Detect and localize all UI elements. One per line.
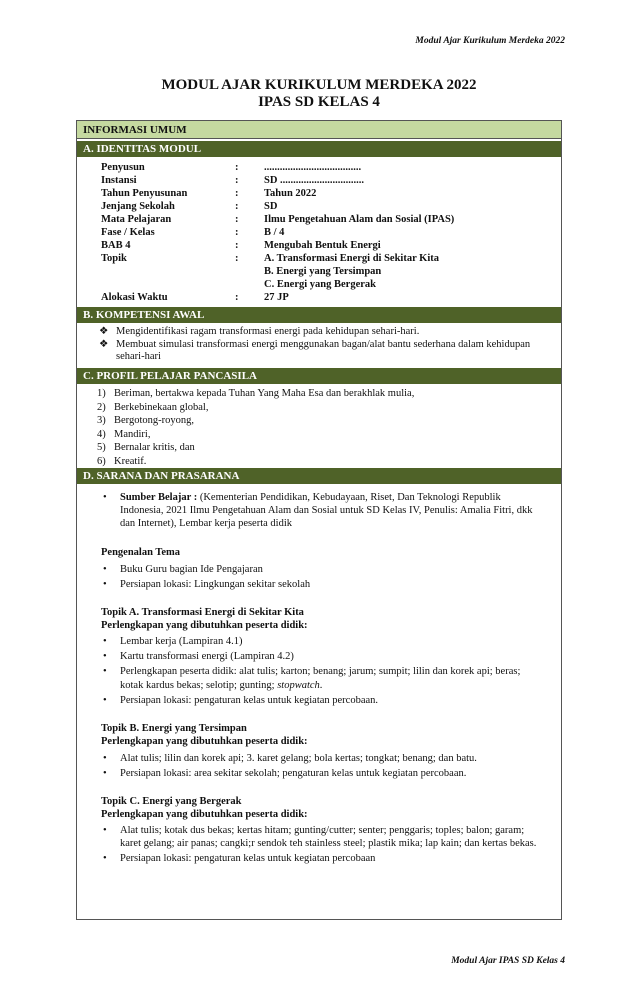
sumber-belajar-text: (Kementerian Pendidikan, Kebudayaan, Riset, Dan Teknologi Republik Indonesia, 2021 Ilmu Pengetahuan Alam dan Sosial untuk SD Kelas IV, Penulis: Amalia Fitri, dkk dan Internet), Lembar kerja peserta didik <box>120 492 533 529</box>
identitas-sep: : <box>235 201 239 212</box>
bullet-icon: • <box>103 753 107 764</box>
identitas-label: Jenjang Sekolah <box>101 201 175 212</box>
topik-c-title: Topik C. Energi yang Bergerak <box>101 796 242 807</box>
list-item <box>103 751 543 766</box>
topik-c-list <box>103 824 543 866</box>
list-item <box>99 326 544 339</box>
section-kompetensi-awal: B. KOMPETENSI AWAL <box>77 307 561 323</box>
identitas-label: Topik <box>101 253 127 264</box>
bullet-icon: • <box>103 579 107 590</box>
list-number: 3) <box>97 415 106 426</box>
document-title: MODUL AJAR KURIKULUM MERDEKA 2022 <box>161 77 477 93</box>
list-item-text: Perlengkapan peserta didik: alat tulis; karton; benang; jarum; sumpit; lilin dan korek api; beras; kotak kardus bekas; selotip; gunting; <box>120 666 521 691</box>
list-item <box>103 635 543 648</box>
page-footer: Modul Ajar IPAS SD Kelas 4 <box>451 956 565 966</box>
identitas-label: BAB 4 <box>101 240 131 251</box>
bullet-icon: • <box>103 651 107 663</box>
topik-b-subtitle: Perlengkapan yang dibutuhkan peserta didik: <box>101 736 308 747</box>
identitas-value: A. Transformasi Energi di Sekitar Kita <box>264 253 440 264</box>
diamond-bullet-icon: ❖ <box>99 338 109 350</box>
list-item <box>103 766 543 781</box>
identitas-sep: : <box>235 240 239 251</box>
info-umum-table <box>76 120 562 920</box>
list-item-text: Persiapan lokasi: Lingkungan sekitar sekolah <box>120 579 311 590</box>
list-item <box>97 387 542 401</box>
list-item-end: . <box>319 679 323 691</box>
topik-a-title: Topik A. Transformasi Energi di Sekitar Kita <box>101 607 304 618</box>
list-item-text: Membuat simulasi transformasi energi menggunakan bagan/alat bantu sederhana dalam kehidupan sehari-hari <box>116 338 531 362</box>
bullet-icon: • <box>103 636 107 647</box>
document-subtitle: IPAS SD KELAS 4 <box>258 94 380 110</box>
list-item <box>97 455 542 469</box>
bullet-icon: • <box>103 694 107 706</box>
sumber-belajar-label: Sumber Belajar : <box>120 492 198 503</box>
bullet-icon: • <box>103 825 107 836</box>
list-item <box>97 401 542 415</box>
list-item-text: Kreatif. <box>114 455 147 467</box>
identitas-label: Penyusun <box>101 162 145 173</box>
identitas-value: Ilmu Pengetahuan Alam dan Sosial (IPAS) <box>264 214 455 225</box>
list-item-text: Persiapan lokasi: pengaturan kelas untuk kegiatan percobaan. <box>120 694 379 706</box>
bullet-icon: • <box>103 768 107 779</box>
identitas-value: B. Energi yang Tersimpan <box>264 266 382 277</box>
list-item <box>103 694 543 707</box>
list-item-text: Alat tulis; kotak dus bekas; kertas hitam; gunting/cutter; senter; penggaris; toples; balon; garam; karet gelang; air panas; cangki;r sendok teh stainless steel; plastik mika; lap kain; dan kertas bekas. <box>120 825 537 850</box>
identitas-sep: : <box>235 227 239 238</box>
list-item <box>99 339 544 364</box>
identitas-sep: : <box>235 214 239 225</box>
list-item-text: Bergotong-royong, <box>114 415 195 426</box>
list-item <box>103 577 543 592</box>
topik-a-subtitle: Perlengkapan yang dibutuhkan peserta didik: <box>101 620 308 631</box>
kompetensi-list <box>99 326 544 364</box>
topik-c-subtitle: Perlengkapan yang dibutuhkan peserta didik: <box>101 809 308 820</box>
list-item-text: Mengidentifikasi ragam transformasi energi pada kehidupan sehari-hari. <box>116 326 420 337</box>
section-identitas-modul: A. IDENTITAS MODUL <box>77 141 561 157</box>
list-item <box>103 824 543 850</box>
list-item <box>97 428 542 442</box>
identitas-label: Fase / Kelas <box>101 227 155 238</box>
section-sarana-prasarana: D. SARANA DAN PRASARANA <box>77 468 561 484</box>
identitas-label: Mata Pelajaran <box>101 214 172 225</box>
bullet-icon: • <box>103 492 107 503</box>
bullet-icon: • <box>103 666 107 678</box>
list-item <box>103 852 543 865</box>
identitas-sep: : <box>235 188 239 199</box>
diamond-bullet-icon: ❖ <box>99 326 109 337</box>
list-item <box>97 441 542 455</box>
identitas-value: SD <box>264 201 278 212</box>
list-number: 6) <box>97 455 106 467</box>
list-number: 2) <box>97 401 106 413</box>
list-item-text: Lembar kerja (Lampiran 4.1) <box>120 636 243 647</box>
list-item <box>103 665 543 691</box>
list-item-text: Persiapan lokasi: area sekitar sekolah; pengaturan kelas untuk kegiatan percobaan. <box>120 768 467 779</box>
identitas-label: Alokasi Waktu <box>101 292 168 303</box>
list-number: 4) <box>97 428 106 440</box>
identitas-sep: : <box>235 175 239 186</box>
topik-a-list <box>103 635 543 707</box>
identitas-label: Instansi <box>101 175 137 186</box>
list-item <box>97 414 542 428</box>
bullet-icon: • <box>103 853 107 865</box>
list-item-text: Buku Guru bagian Ide Pengajaran <box>120 564 263 575</box>
identitas-sep: : <box>235 292 239 303</box>
identitas-value: C. Energi yang Bergerak <box>264 279 376 290</box>
identitas-label: Tahun Penyusunan <box>101 188 188 199</box>
identitas-value: 27 JP <box>264 292 289 303</box>
pengenalan-tema-title: Pengenalan Tema <box>101 547 181 558</box>
identitas-value: B / 4 <box>264 227 285 238</box>
list-item-text: Kartu transformasi energi (Lampiran 4.2) <box>120 651 294 663</box>
topik-b-title: Topik B. Energi yang Tersimpan <box>101 723 247 734</box>
identitas-value: ..................................... <box>264 162 362 173</box>
topik-b-list <box>103 751 543 781</box>
list-item-text: Berkebinekaan global, <box>114 401 209 413</box>
stopwatch-text: stopwatch <box>277 679 320 691</box>
section-informasi-umum: INFORMASI UMUM <box>77 121 561 139</box>
identitas-value: SD ................................ <box>264 175 365 186</box>
list-number: 1) <box>97 388 106 399</box>
list-item <box>103 491 543 530</box>
identitas-value: Tahun 2022 <box>264 188 317 199</box>
pengenalan-list <box>103 562 543 592</box>
list-item-text: Persiapan lokasi: pengaturan kelas untuk kegiatan percobaan <box>120 853 376 865</box>
sumber-belajar <box>103 491 543 530</box>
profil-list <box>97 387 542 468</box>
list-item-text: Mandiri, <box>114 428 151 440</box>
identitas-sep: : <box>235 162 239 173</box>
identitas-sep: : <box>235 253 239 264</box>
list-item-text: Alat tulis; lilin dan korek api; 3. karet gelang; bola kertas; tongkat; benang; dan batu. <box>120 753 477 764</box>
identitas-value: Mengubah Bentuk Energi <box>264 240 381 251</box>
list-item <box>103 650 543 663</box>
list-item-text: Beriman, bertakwa kepada Tuhan Yang Maha Esa dan berakhlak mulia, <box>114 388 415 399</box>
bullet-icon: • <box>103 564 107 575</box>
section-profil-pelajar-pancasila: C. PROFIL PELAJAR PANCASILA <box>77 368 561 384</box>
list-item <box>103 562 543 577</box>
list-item-text: Bernalar kritis, dan <box>114 442 195 453</box>
list-number: 5) <box>97 442 106 453</box>
running-header: Modul Ajar Kurikulum Merdeka 2022 <box>415 36 565 46</box>
